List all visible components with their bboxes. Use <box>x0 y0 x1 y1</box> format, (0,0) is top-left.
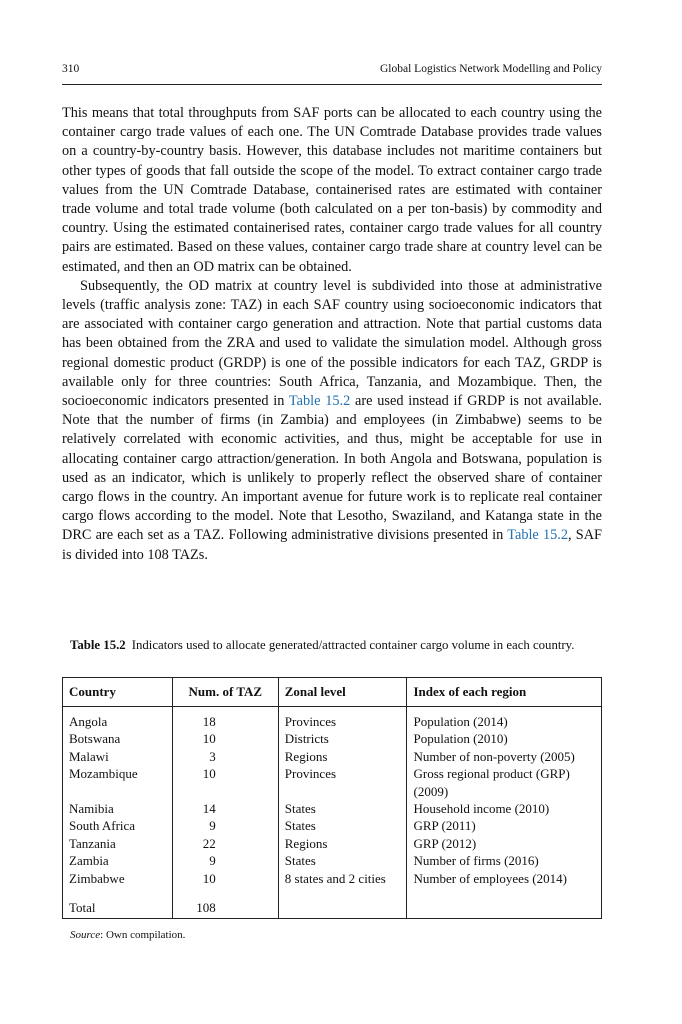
column-header-index: Index of each region <box>407 678 602 707</box>
table-row <box>63 707 602 731</box>
table-header-row <box>63 678 602 707</box>
cell-index: GRP (2012) <box>407 835 602 852</box>
column-header-country: Country <box>63 678 173 707</box>
cell-num-taz: 10 <box>172 870 278 887</box>
table-caption-text: Indicators used to allocate generated/attracted container cargo volume in each country. <box>131 638 575 652</box>
cell-zonal-level: Regions <box>278 748 407 765</box>
paragraph-2 <box>62 277 602 565</box>
source-label: Source <box>70 929 101 941</box>
cell-num-taz: 22 <box>172 835 278 852</box>
table-row <box>63 870 602 887</box>
cell-num-taz: 9 <box>172 817 278 834</box>
table-row <box>63 800 602 817</box>
cell-index: Household income (2010) <box>407 800 602 817</box>
body-text <box>62 104 602 565</box>
cell-zonal-level: States <box>278 852 407 869</box>
table-row <box>63 730 602 747</box>
running-header <box>62 63 602 79</box>
cell-empty <box>407 887 602 919</box>
cell-index: Number of employees (2014) <box>407 870 602 887</box>
source-text: : Own compilation. <box>100 929 186 941</box>
cell-country: South Africa <box>63 817 173 834</box>
cell-num-taz: 10 <box>172 765 278 800</box>
cell-country: Angola <box>63 707 173 731</box>
table-reference-link[interactable]: Table 15.2 <box>288 393 351 410</box>
column-header-zonal-level: Zonal level <box>278 678 407 707</box>
cell-zonal-level: Districts <box>278 730 407 747</box>
header-rule <box>62 84 602 85</box>
paragraph-2-part-b: are used instead if GRDP is not available. Note that the number of firms (in Zambia) and employees (in Zimbabwe) seems to be relatively correlated with economic activities, and thus, might be acceptable for use in allocating container cargo attraction/generation. In both Angola and Botswana, population is used as an indicator, which is unlikely to properly reflect the observed share of container cargo flows in the country. An important avenue for future work is to replicate real container cargo flows according to the model. Note that Lesotho, Swaziland, and Katanga state in the DRC are each set as a TAZ. Following administrative divisions presented in <box>62 393 602 544</box>
column-header-num-taz: Num. of TAZ <box>172 678 278 707</box>
cell-zonal-level: 8 states and 2 cities <box>278 870 407 887</box>
cell-index: Gross regional product (GRP) (2009) <box>407 765 602 800</box>
paragraph-2-part-a: Subsequently, the OD matrix at country level is subdivided into those at administrative levels (traffic analysis zone: TAZ) in each SAF country using socioeconomic indicators that are associated with container cargo generation and attraction. Note that partial customs data has been obtained from the ZRA and used to validate the simulation model. Although gross regional domestic product (GRDP) is one of the possible indicators for each TAZ, GRDP is available only for three countries: South Africa, Tanzania, and Mozambique. Then, the socioeconomic indicators presented in <box>62 277 602 410</box>
cell-country: Tanzania <box>63 835 173 852</box>
cell-zonal-level: States <box>278 817 407 834</box>
table-label: Table 15.2 <box>70 638 126 652</box>
running-title: Global Logistics Network Modelling and Policy <box>380 63 602 75</box>
cell-total-label: Total <box>63 887 173 919</box>
cell-index: GRP (2011) <box>407 817 602 834</box>
cell-country: Zambia <box>63 852 173 869</box>
cell-empty <box>278 887 407 919</box>
paragraph-2-part-c: , SAF is divided into 108 TAZs. <box>62 527 602 563</box>
cell-zonal-level: States <box>278 800 407 817</box>
table-source-note <box>70 929 185 941</box>
table-reference-link[interactable]: Table 15.2 <box>507 527 568 544</box>
cell-total-value: 108 <box>172 887 278 919</box>
table-row <box>63 748 602 765</box>
cell-country: Zimbabwe <box>63 870 173 887</box>
paragraph-1: This means that total throughputs from SAF ports can be allocated to each country using the container cargo trade values of each one. The UN Comtrade Database provides trade values on a country-by-country basis. However, this database includes not maritime containers but other types of goods that fall outside the scope of the model. To extract container cargo trade values from the UN Comtrade Database, containerised rates are estimated with container trade volume and total trade volume (both calculated on a per ton-basis) by commodity and country. Using the estimated containerised rates, container cargo trade values for all country pairs are estimated. Based on these values, container cargo trade share at country level can be estimated, and then an OD matrix can be obtained. <box>62 105 602 275</box>
cell-zonal-level: Provinces <box>278 707 407 731</box>
cell-num-taz: 9 <box>172 852 278 869</box>
cell-index: Number of non-poverty (2005) <box>407 748 602 765</box>
table-row <box>63 817 602 834</box>
cell-index: Number of firms (2016) <box>407 852 602 869</box>
cell-zonal-level: Provinces <box>278 765 407 800</box>
table-row <box>63 835 602 852</box>
cell-index: Population (2010) <box>407 730 602 747</box>
page-number: 310 <box>62 63 80 75</box>
cell-country: Mozambique <box>63 765 173 800</box>
cell-num-taz: 18 <box>172 707 278 731</box>
cell-country: Malawi <box>63 748 173 765</box>
cell-num-taz: 14 <box>172 800 278 817</box>
cell-index: Population (2014) <box>407 707 602 731</box>
table-caption <box>70 636 590 654</box>
cell-country: Namibia <box>63 800 173 817</box>
table-row <box>63 852 602 869</box>
indicators-table <box>62 677 602 919</box>
cell-num-taz: 10 <box>172 730 278 747</box>
cell-num-taz: 3 <box>172 748 278 765</box>
cell-country: Botswana <box>63 730 173 747</box>
table-row <box>63 765 602 800</box>
table-total-row <box>63 887 602 919</box>
cell-zonal-level: Regions <box>278 835 407 852</box>
